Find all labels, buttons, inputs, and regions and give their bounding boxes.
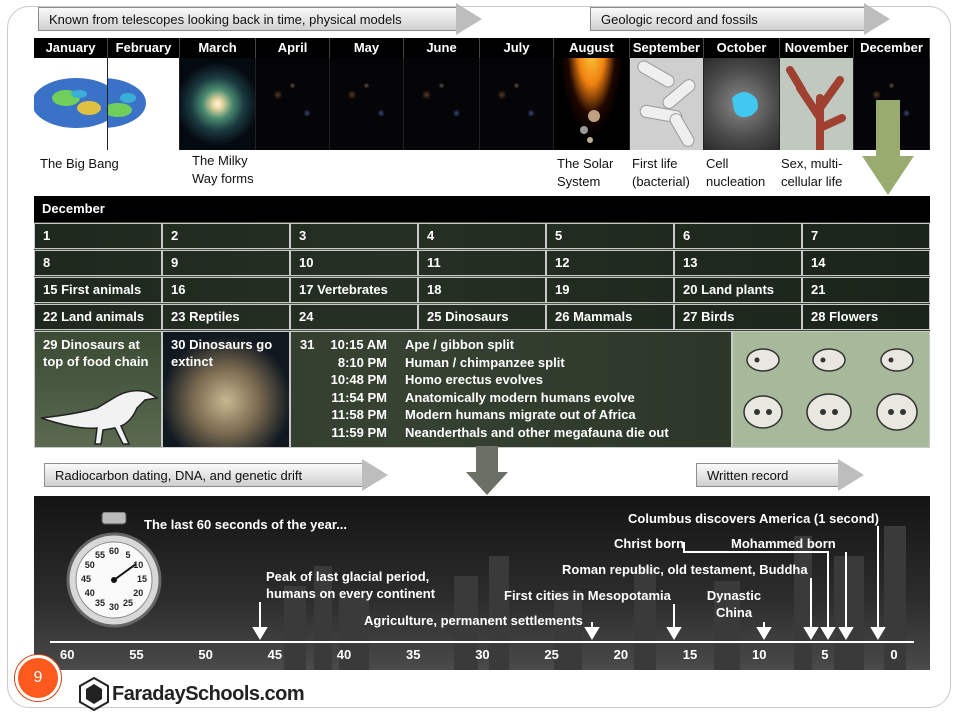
event-text: Anatomically modern humans evolve bbox=[405, 389, 635, 405]
day-cell: 19 bbox=[546, 277, 674, 303]
stopwatch-number: 45 bbox=[80, 574, 91, 584]
day-cell: 17 Vertebrates bbox=[290, 277, 418, 303]
stopwatch-number: 40 bbox=[84, 588, 95, 598]
event-text: Homo erectus evolves bbox=[405, 372, 544, 387]
coral-shape bbox=[780, 58, 854, 150]
axis-tick-label: 45 bbox=[267, 647, 283, 662]
spiral-galaxy-image bbox=[180, 58, 256, 150]
month-september bbox=[630, 38, 704, 150]
radiocarbon-banner-label: Radiocarbon dating, DNA, and genetic drift bbox=[44, 463, 362, 487]
month-may bbox=[330, 38, 404, 150]
axis-tick-label: 5 bbox=[821, 647, 829, 662]
day-cell: 27 Birds bbox=[674, 304, 802, 330]
day-cell: 22 Land animals bbox=[34, 304, 162, 330]
last-minute-panel bbox=[34, 496, 930, 670]
day-cell: 18 bbox=[418, 277, 546, 303]
arrow-right-icon bbox=[362, 459, 388, 491]
page-number-badge: 9 bbox=[15, 655, 61, 701]
event-text: Neanderthals and other megafauna die out bbox=[405, 424, 669, 440]
day-29-label: 29 Dinosaurs at top of food chain bbox=[43, 337, 149, 369]
deep-field-image bbox=[480, 58, 554, 150]
cmb-map-image bbox=[34, 58, 108, 150]
faraday-logo-icon bbox=[78, 676, 110, 712]
month-january bbox=[34, 38, 108, 150]
axis-tick-label: 60 bbox=[60, 647, 75, 662]
deep-field-image bbox=[404, 58, 480, 150]
month-label: November bbox=[780, 38, 854, 58]
axis-tick-label: 50 bbox=[198, 647, 213, 662]
nucleus-icon bbox=[704, 58, 780, 150]
day-cell: 9 bbox=[162, 250, 290, 276]
caption-solar-system: The Solar System bbox=[557, 156, 614, 189]
cmb-map-image bbox=[108, 58, 180, 150]
month-label: October bbox=[704, 38, 780, 58]
month-label: April bbox=[256, 38, 330, 58]
month-label: February bbox=[108, 38, 180, 58]
stopwatch-number: 10 bbox=[133, 560, 144, 570]
stopwatch-number: 50 bbox=[84, 560, 95, 570]
stopwatch-number: 20 bbox=[133, 588, 144, 598]
day-cell: 4 bbox=[418, 223, 546, 249]
day-cell: 24 bbox=[290, 304, 418, 330]
day-cell: 15 First animals bbox=[34, 277, 162, 303]
event-cities: First cities in Mesopotamia bbox=[504, 588, 671, 603]
month-label: July bbox=[480, 38, 554, 58]
day-cell: 20 Land plants bbox=[674, 277, 802, 303]
month-label: September bbox=[630, 38, 704, 58]
written-banner-label: Written record bbox=[696, 463, 838, 487]
axis-tick-label: 0 bbox=[890, 647, 898, 662]
day-cell: 7 bbox=[802, 223, 930, 249]
axis-tick-label: 35 bbox=[406, 647, 421, 662]
day-30-cell bbox=[162, 331, 290, 448]
month-label: March bbox=[180, 38, 256, 58]
month-label: December bbox=[854, 38, 930, 58]
caption-big-bang: The Big Bang bbox=[40, 156, 119, 171]
stopwatch-number: 30 bbox=[108, 602, 119, 612]
caption-sex-multicellular: Sex, multi-cellular life bbox=[781, 156, 843, 189]
arrow-right-icon bbox=[864, 3, 890, 35]
stopwatch-number: 25 bbox=[122, 598, 133, 609]
day-cell: 14 bbox=[802, 250, 930, 276]
day-30-label: 30 Dinosaurs go extinct bbox=[171, 337, 273, 369]
event-agriculture: Agriculture, permanent settlements bbox=[364, 613, 583, 628]
arrow-right-icon bbox=[838, 459, 864, 491]
event-time: 11:59 PM bbox=[331, 424, 387, 440]
caption-milky-way: The Milky Way forms bbox=[192, 153, 254, 186]
telescopes-banner-label: Known from telescopes looking back in time, physical models bbox=[38, 7, 456, 31]
axis-tick-label: 55 bbox=[129, 647, 144, 662]
event-text: Human / chimpanzee split bbox=[405, 354, 565, 370]
bacteria-image bbox=[630, 58, 704, 150]
day-cell: 26 Mammals bbox=[546, 304, 674, 330]
month-label: June bbox=[404, 38, 480, 58]
month-strip bbox=[34, 38, 930, 150]
event-columbus: Columbus discovers America (1 second) bbox=[628, 511, 879, 526]
day-cell: 25 Dinosaurs bbox=[418, 304, 546, 330]
axis-tick-label: 15 bbox=[682, 647, 698, 662]
multicellular-image bbox=[780, 58, 854, 150]
stopwatch-number: 15 bbox=[136, 574, 147, 584]
solar-system-image bbox=[554, 58, 630, 150]
day-cell: 6 bbox=[674, 223, 802, 249]
month-label: May bbox=[330, 38, 404, 58]
month-july bbox=[480, 38, 554, 150]
day-cell: 1 bbox=[34, 223, 162, 249]
arrow-right-icon bbox=[456, 3, 482, 35]
stopwatch-number: 60 bbox=[108, 546, 119, 556]
day-29-cell bbox=[34, 331, 162, 448]
event-text: Ape / gibbon split bbox=[405, 337, 515, 352]
written-banner bbox=[696, 459, 864, 491]
bacteria-rods bbox=[630, 58, 704, 150]
day-cell: 3 bbox=[290, 223, 418, 249]
cmb-ellipse bbox=[34, 58, 108, 150]
month-june bbox=[404, 38, 480, 150]
month-march bbox=[180, 38, 256, 150]
dinosaur-icon bbox=[37, 378, 163, 448]
day-31-label: 31 bbox=[300, 337, 315, 352]
day-cell: 11 bbox=[418, 250, 546, 276]
cmb-ellipse bbox=[108, 58, 180, 150]
month-february bbox=[108, 38, 180, 150]
geologic-banner-label: Geologic record and fossils bbox=[590, 7, 864, 31]
month-april bbox=[256, 38, 330, 150]
skull-icons bbox=[733, 332, 929, 447]
down-arrow-icon bbox=[466, 446, 508, 496]
event-text: Modern humans migrate out of Africa bbox=[405, 407, 636, 422]
down-arrow-icon bbox=[862, 100, 914, 196]
event-roman: Roman republic, old testament, Buddha bbox=[562, 562, 808, 577]
deep-field-image bbox=[256, 58, 330, 150]
month-november bbox=[780, 38, 854, 150]
axis-tick-label: 25 bbox=[544, 647, 559, 662]
axis-tick-label: 40 bbox=[336, 647, 352, 662]
faraday-logo-text: FaradaySchools.com bbox=[112, 683, 305, 705]
month-august bbox=[554, 38, 630, 150]
event-time: 10:48 PM bbox=[330, 372, 387, 387]
day-cell: 13 bbox=[674, 250, 802, 276]
axis-tick-label: 20 bbox=[613, 647, 629, 662]
day-cell: 12 bbox=[546, 250, 674, 276]
event-glacial: Peak of last glacial period, humans on every continent bbox=[266, 569, 436, 601]
day-cell: 2 bbox=[162, 223, 290, 249]
day-cell: 8 bbox=[34, 250, 162, 276]
event-time: 11:58 PM bbox=[331, 407, 387, 422]
caption-cell-nucleation: Cell nucleation bbox=[706, 156, 766, 189]
stopwatch-number: 35 bbox=[94, 598, 105, 609]
planets-icon bbox=[554, 58, 630, 150]
month-label: January bbox=[34, 38, 108, 58]
deep-field-image bbox=[330, 58, 404, 150]
last-minute-title: The last 60 seconds of the year... bbox=[144, 517, 348, 532]
event-pointers bbox=[34, 496, 930, 670]
month-october bbox=[704, 38, 780, 150]
skulls-panel bbox=[732, 331, 930, 448]
axis-tick-label: 10 bbox=[752, 647, 767, 662]
day-cell: 16 bbox=[162, 277, 290, 303]
stopwatch-number: 55 bbox=[94, 549, 105, 560]
december-title: December bbox=[34, 196, 930, 222]
geologic-banner bbox=[590, 3, 890, 35]
caption-first-life: First life (bacterial) bbox=[632, 156, 690, 189]
axis-tick-label: 30 bbox=[475, 647, 490, 662]
month-label: August bbox=[554, 38, 630, 58]
event-mohammed: Mohammed born bbox=[731, 536, 836, 551]
day-cell: 23 Reptiles bbox=[162, 304, 290, 330]
day-cell: 10 bbox=[290, 250, 418, 276]
event-time: 11:54 PM bbox=[331, 389, 387, 405]
telescopes-banner bbox=[38, 3, 482, 35]
day-cell: 5 bbox=[546, 223, 674, 249]
event-christ: Christ born bbox=[614, 536, 685, 551]
event-time: 8:10 PM bbox=[337, 354, 387, 370]
event-dynastic: Dynastic China bbox=[706, 588, 762, 620]
stopwatch-number: 5 bbox=[125, 549, 131, 560]
event-time: 10:15 AM bbox=[330, 337, 387, 352]
radiocarbon-banner bbox=[44, 459, 388, 491]
day-cell: 28 Flowers bbox=[802, 304, 930, 330]
day-cell: 21 bbox=[802, 277, 930, 303]
cell-image bbox=[704, 58, 780, 150]
